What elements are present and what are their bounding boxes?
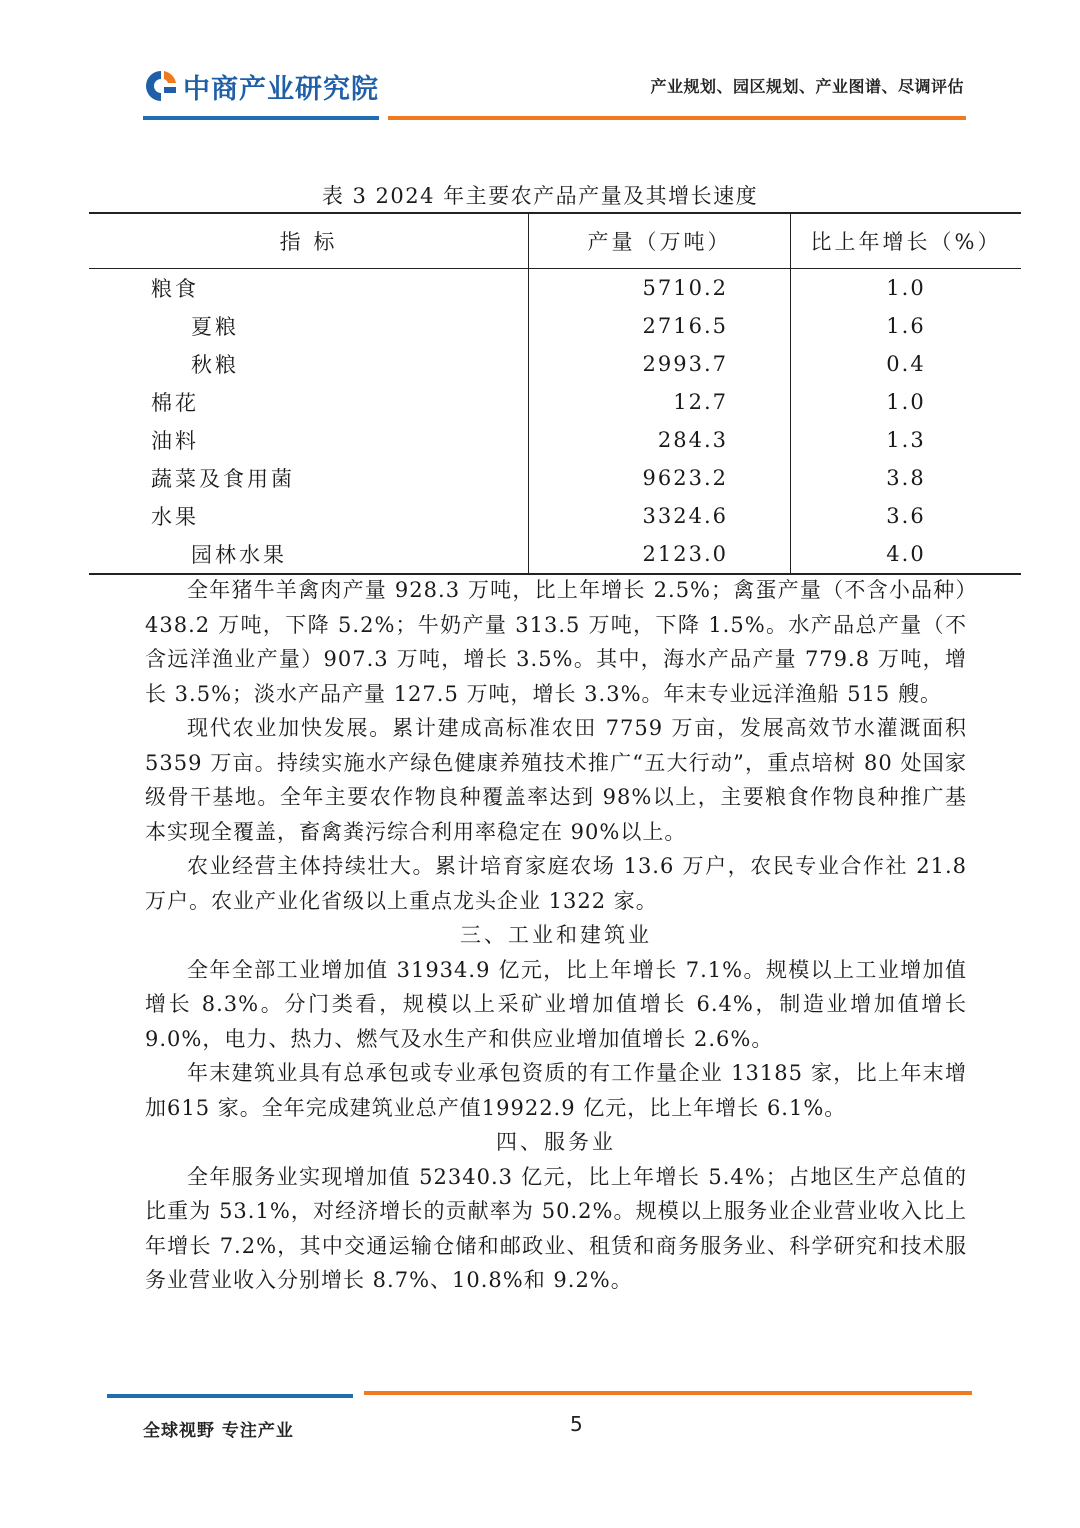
row-output: 2993.7 <box>529 345 791 383</box>
table-row <box>89 345 1021 383</box>
row-growth: 1.3 <box>886 428 926 452</box>
table-header-row <box>89 213 1021 269</box>
org-name: 中商产业研究院 <box>183 73 379 105</box>
footer-divider-orange <box>364 1391 972 1395</box>
table-row <box>89 497 1021 535</box>
table-row <box>89 535 1021 574</box>
header-tagline: 产业规划、园区规划、产业图谱、尽调评估 <box>650 77 964 96</box>
row-growth: 3.8 <box>886 466 926 490</box>
footer-divider-blue <box>107 1394 353 1398</box>
row-growth: 0.4 <box>886 352 926 376</box>
row-growth: 1.0 <box>886 390 926 414</box>
header-divider-orange <box>388 116 966 120</box>
row-name: 棉花 <box>89 383 529 421</box>
org-logo <box>143 66 379 106</box>
row-output: 5710.2 <box>529 269 791 308</box>
column-header-output: 产量（万吨） <box>529 213 791 269</box>
row-growth: 4.0 <box>791 535 1022 574</box>
row-name: 粮食 <box>89 269 529 308</box>
paragraph-livestock: 全年猪牛羊禽肉产量 928.3 万吨，比上年增长 2.5%；禽蛋产量（不含小品种）438.2 万吨，下降 5.2%；牛奶产量 313.5 万吨，下降 1.5%。水产品总产量（不含远洋渔业产量）907.3 万吨，增长 3.5%。其中，海水产品产量 779.8 万吨，增长 3.5%；淡水产品产量 127.5 万吨，增长 3.3%。年末专业远洋渔船 515 艘。 <box>145 578 967 706</box>
table-row <box>89 383 1021 421</box>
row-name: 秋粮 <box>89 345 529 383</box>
row-name: 园林水果 <box>89 535 529 574</box>
footer-slogan: 全球视野 专注产业 <box>143 1421 294 1441</box>
header-divider-blue <box>143 116 379 120</box>
row-name: 蔬菜及食用菌 <box>89 459 529 497</box>
row-growth: 1.6 <box>886 314 926 338</box>
table-row <box>89 459 1021 497</box>
column-header-indicator: 指 标 <box>89 213 529 269</box>
row-output: 2123.0 <box>529 535 791 574</box>
paragraph-construction: 年末建筑业具有总承包或专业承包资质的有工作量企业 13185 家，比上年末增加615 家。全年完成建筑业总产值19922.9 亿元，比上年增长 6.1%。 <box>145 1061 967 1120</box>
row-output: 284.3 <box>529 421 791 459</box>
row-output: 2716.5 <box>529 307 791 345</box>
row-output: 9623.2 <box>529 459 791 497</box>
paragraph-services: 全年服务业实现增加值 52340.3 亿元，比上年增长 5.4%；占地区生产总值的比重为 53.1%，对经济增长的贡献率为 50.2%。规模以上服务业企业营业收入比上年增长 7.2%，其中交通运输仓储和邮政业、租赁和商务服务业、科学研究和技术服务业营业收入分别增长 8.7%、10.8%和 9.2%。 <box>145 1164 967 1292</box>
row-output: 3324.6 <box>529 497 791 535</box>
row-growth: 3.6 <box>886 504 926 528</box>
row-output: 12.7 <box>529 383 791 421</box>
section-heading-industry: 三、工业和建筑业 <box>460 923 652 947</box>
row-name: 油料 <box>89 421 529 459</box>
paragraph-agri-entities: 农业经营主体持续壮大。累计培育家庭农场 13.6 万户，农民专业合作社 21.8 万户。农业产业化省级以上重点龙头企业 1322 家。 <box>145 854 967 913</box>
report-body <box>145 573 967 1298</box>
page-number: 5 <box>570 1412 583 1436</box>
crop-output-table <box>89 212 1021 575</box>
row-name: 夏粮 <box>89 307 529 345</box>
row-name: 水果 <box>89 497 529 535</box>
logo-mark-icon <box>143 68 179 104</box>
table-row <box>89 307 1021 345</box>
section-heading-services: 四、服务业 <box>496 1130 616 1154</box>
paragraph-industry: 全年全部工业增加值 31934.9 亿元，比上年增长 7.1%。规模以上工业增加值增长 8.3%。分门类看，规模以上采矿业增加值增长 6.4%，制造业增加值增长 9.0%，电力、热力、燃气及水生产和供应业增加值增长 2.6%。 <box>145 957 967 1051</box>
column-header-growth: 比上年增长（%） <box>791 213 1022 269</box>
table-row <box>89 421 1021 459</box>
table-row <box>89 269 1021 308</box>
row-growth: 1.0 <box>886 276 926 300</box>
paragraph-modern-agriculture: 现代农业加快发展。累计建成高标准农田 7759 万亩，发展高效节水灌溉面积 5359 万亩。持续实施水产绿色健康养殖技术推广“五大行动”，重点培树 80 处国家级骨干基地。全年主要农作物良种覆盖率达到 98%以上，主要粮食作物良种推广基本实现全覆盖，畜禽粪污综合利用率稳定在 90%以上。 <box>145 716 967 844</box>
table-caption: 表 3 2024 年主要农产品产量及其增长速度 <box>321 184 759 208</box>
